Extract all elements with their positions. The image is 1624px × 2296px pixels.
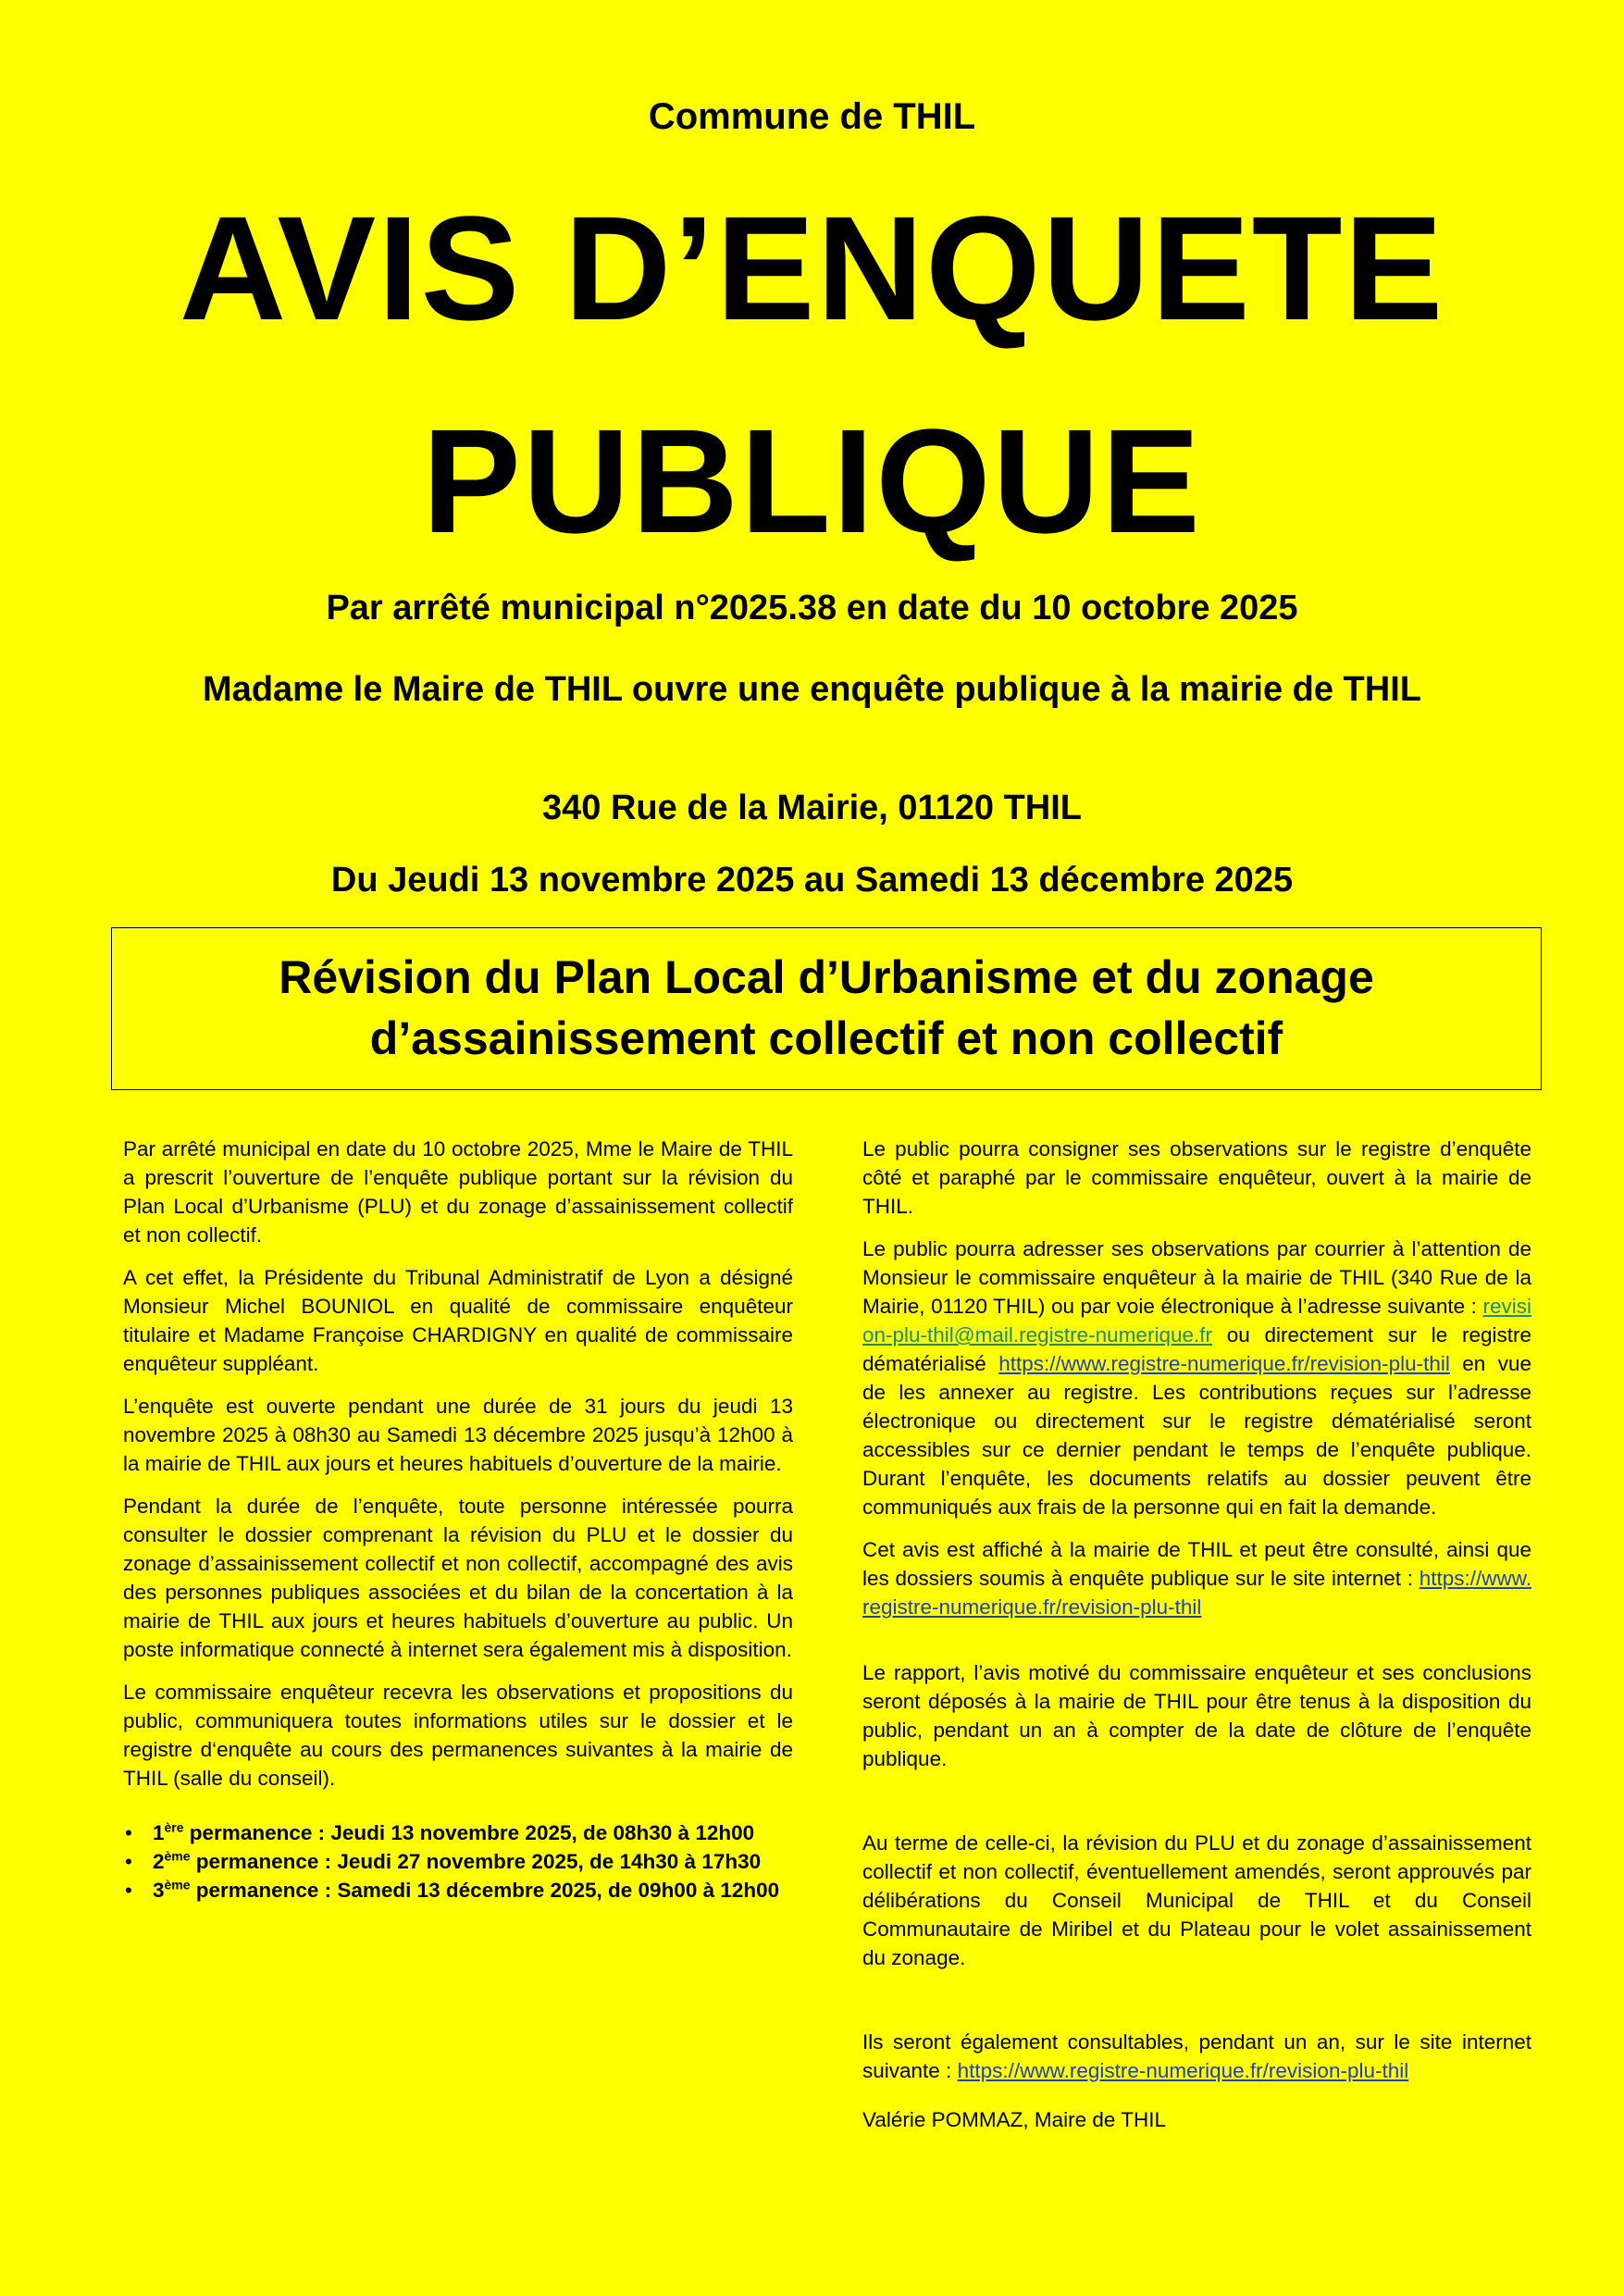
list-item — [125, 1818, 793, 1847]
arrete-reference: Par arrêté municipal n°2025.38 en date du 10 octobre 2025 — [326, 589, 1298, 627]
paragraph — [862, 1235, 1531, 1521]
bullet-icon: • — [125, 1821, 132, 1844]
paragraph: L’enquête est ouverte pendant une durée de 31 jours du jeudi 13 novembre 2025 à 08h30 au Samedi 13 décembre 2025 jusqu’à 12h00 à la mairie de THIL aux jours et heures habituels d’ouverture de la mairie. — [123, 1395, 793, 1475]
permanence-number: 3 — [153, 1879, 165, 1902]
paragraph: Le rapport, l’avis motivé du commissaire enquêteur et ses conclusions seront déposés à la mairie de THIL pour être tenus à la disposition du public, pendant un an à compter de la date de clôture de l’enquête publique. — [862, 1661, 1531, 1770]
subject-box — [111, 927, 1542, 1090]
commune-name: Commune de THIL — [648, 96, 976, 137]
notice-title-line1: AVIS D’ENQUETE — [179, 185, 1445, 351]
paragraph: A cet effet, la Présidente du Tribunal Administratif de Lyon a désigné Monsieur Michel BOUNIOL en qualité de commissaire enquêteur titulaire et Madame Françoise CHARDIGNY en qualité de commissaire enquêteur suppléant. — [123, 1266, 793, 1375]
paragraph: Au terme de celle-ci, la révision du PLU et du zonage d’assainissement collectif et non collectif, éventuellement amendés, seront approuvés par délibérations du Conseil Municipal de THIL et du Conseil Communautaire de Miribel et du Plateau pour le volet assainissement du zonage. — [862, 1831, 1531, 1969]
permanences-list — [123, 1818, 793, 1905]
paragraph: Le public pourra consigner ses observations sur le registre d’enquête côté et paraphé par le commissaire enquêteur, ouvert à la mairie de THIL. — [862, 1137, 1531, 1218]
bullet-icon: • — [125, 1879, 132, 1902]
left-column — [123, 1135, 793, 1905]
permanence-ordinal: ème — [164, 1848, 191, 1864]
registre-link[interactable]: https://www.registre-numerique.fr/revision-plu-thil — [998, 1352, 1450, 1375]
permanence-ordinal: ème — [164, 1877, 191, 1893]
subject-line2: d’assainissement collectif et non collectif — [369, 1012, 1283, 1064]
registre-link[interactable]: https://www.registre-numerique.fr/revision-plu-thil — [957, 2059, 1409, 2082]
mairie-address: 340 Rue de la Mairie, 01120 THIL — [542, 788, 1082, 827]
paragraph-text: en vue de les annexer au registre. Les contributions reçues sur l’adresse électronique ou directement sur le registre dématérialisé seront accessibles sur ce dernier pendant le temps de l’enquête publique. Durant l’enquête, les documents relatifs au dossier peuvent être communiqués aux frais de la personne qui en fait la demande. — [862, 1352, 1531, 1519]
paragraph: Le commissaire enquêteur recevra les observations et propositions du public, communiquera toutes informations utiles sur le dossier et le registre d‘enquête au cours des permanences suivantes à la mairie de THIL (salle du conseil). — [123, 1681, 793, 1790]
paragraph-text: ou directement sur le registre dématérialisé — [862, 1323, 1531, 1375]
list-item — [125, 1847, 793, 1876]
registre-link[interactable]: https://www.registre-numerique.fr/revision-plu-thil — [862, 1567, 1531, 1619]
bullet-icon: • — [125, 1850, 132, 1873]
signature: Valérie POMMAZ, Maire de THIL — [862, 2108, 1167, 2131]
permanence-number: 2 — [153, 1850, 165, 1873]
notice-title-line2: PUBLIQUE — [422, 398, 1202, 564]
paragraph: Par arrêté municipal en date du 10 octobre 2025, Mme le Maire de THIL a prescrit l’ouverture de l’enquête publique portant sur la révision du Plan Local d’Urbanisme (PLU) et du zonage d’assainissement collectif et non collectif. — [123, 1137, 793, 1247]
permanence-ordinal: ère — [164, 1819, 184, 1835]
paragraph-text: Ils seront également consultables, pendant un an, sur le site internet suivante : — [862, 2030, 1531, 2082]
paragraph — [862, 2028, 1531, 2085]
right-column — [862, 1135, 1531, 2148]
permanence-text: permanence : Jeudi 13 novembre 2025, de 08h30 à 12h00 — [183, 1821, 755, 1844]
email-link[interactable]: revision-plu-thil@mail.registre-numerique.fr — [862, 1295, 1531, 1347]
paragraph: Pendant la durée de l’enquête, toute personne intéressée pourra consulter le dossier comprenant la révision du PLU et le dossier du zonage d’assainissement collectif et non collectif, accompagné des avis des personnes publiques associées et du bilan de la concertation à la mairie de THIL aux jours et heures habituels d’ouverture au public. Un poste informatique connecté à internet sera également mis à disposition. — [123, 1495, 793, 1661]
permanence-text: permanence : Jeudi 27 novembre 2025, de 14h30 à 17h30 — [190, 1850, 762, 1873]
maire-announcement: Madame le Maire de THIL ouvre une enquête publique à la mairie de THIL — [203, 670, 1421, 709]
paragraph-text: Cet avis est affiché à la mairie de THIL et peut être consulté, ainsi que les dossiers soumis à enquête publique sur le site internet : — [862, 1538, 1531, 1590]
paragraph-text: Le public pourra adresser ses observations par courrier à l’attention de Monsieur le commissaire enquêteur à la mairie de THIL (340 Rue de la Mairie, 01120 THIL) ou par voie électronique à l’adresse suivante : — [862, 1237, 1531, 1318]
subject-line1: Révision du Plan Local d’Urbanisme et du zonage — [279, 951, 1374, 1003]
paragraph — [862, 1535, 1531, 1621]
permanence-text: permanence : Samedi 13 décembre 2025, de 09h00 à 12h00 — [190, 1879, 780, 1902]
permanence-number: 1 — [153, 1821, 165, 1844]
list-item — [125, 1876, 793, 1905]
inquiry-dates: Du Jeudi 13 novembre 2025 au Samedi 13 décembre 2025 — [330, 861, 1294, 900]
